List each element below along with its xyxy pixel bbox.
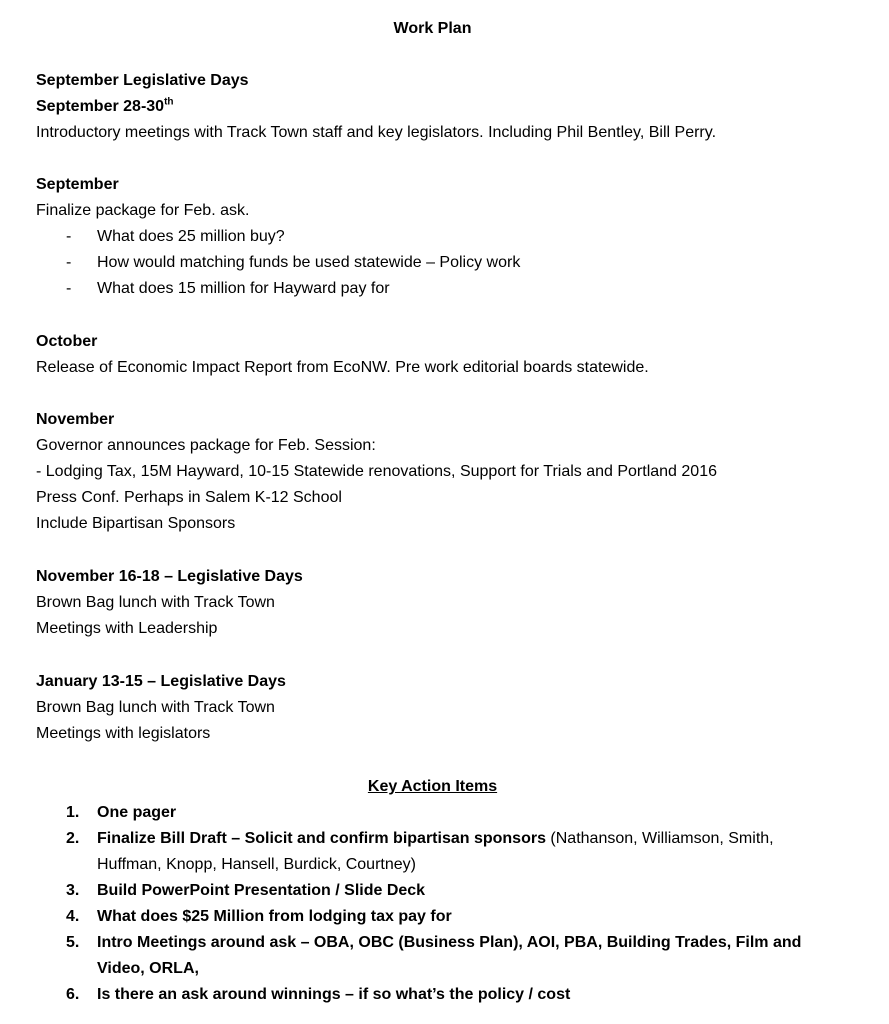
section-september xyxy=(36,172,856,302)
item-bold-text: What does $25 Million from lodging tax pay for xyxy=(97,908,452,925)
section-september-legislative-days xyxy=(36,68,856,146)
section-january-legislative-days xyxy=(36,669,856,747)
ordinal-suffix: th xyxy=(164,96,174,108)
document-title: Work Plan xyxy=(393,20,472,37)
section-text: Press Conf. Perhaps in Salem K-12 School xyxy=(36,489,342,506)
section-november-legislative-days xyxy=(36,564,856,642)
section-heading: January 13-15 – Legislative Days xyxy=(36,673,286,690)
list-item xyxy=(36,276,856,302)
action-item xyxy=(36,904,816,930)
action-item xyxy=(36,826,816,878)
section-text: Finalize package for Feb. ask. xyxy=(36,202,250,219)
section-text: Governor announces package for Feb. Session: xyxy=(36,437,376,454)
key-action-items-title: Key Action Items xyxy=(367,778,498,795)
item-normal-text: (Nathanson, Williamson, Smith, Huffman, Knopp, Hansell, Burdick, Courtney) xyxy=(97,830,774,873)
action-item xyxy=(36,800,816,826)
section-text: - Lodging Tax, 15M Hayward, 10-15 Statewide renovations, Support for Trials and Portland 2016 xyxy=(36,463,717,480)
item-bold-text: Is there an ask around winnings – if so what’s the policy / cost xyxy=(97,986,571,1003)
section-text: Release of Economic Impact Report from EcoNW. Pre work editorial boards statewide. xyxy=(36,359,649,376)
section-text: Meetings with legislators xyxy=(36,725,211,742)
section-october xyxy=(36,329,856,381)
section-heading: September Legislative Days xyxy=(36,72,249,89)
list-item-text: What does 15 million for Hayward pay for xyxy=(97,280,390,297)
item-number: 4. xyxy=(66,908,80,925)
key-action-list xyxy=(36,800,816,1008)
list-item xyxy=(36,250,856,276)
section-heading: September xyxy=(36,176,119,193)
dash-marker: - xyxy=(66,280,72,297)
bullet-list xyxy=(36,224,856,302)
dates-text: September 28-30 xyxy=(36,98,165,115)
section-november xyxy=(36,407,856,537)
list-item xyxy=(36,224,856,250)
list-item-text: What does 25 million buy? xyxy=(97,228,285,245)
item-number: 2. xyxy=(66,830,80,847)
section-heading: October xyxy=(36,333,98,350)
section-text: Brown Bag lunch with Track Town xyxy=(36,699,275,716)
item-bold-text: One pager xyxy=(97,804,177,821)
section-text: Brown Bag lunch with Track Town xyxy=(36,594,275,611)
section-subheading-dates xyxy=(36,94,856,120)
section-heading: November 16-18 – Legislative Days xyxy=(36,568,303,585)
dash-marker: - xyxy=(66,254,72,271)
action-item xyxy=(36,982,816,1008)
action-item xyxy=(36,878,816,904)
item-bold-text: Build PowerPoint Presentation / Slide Deck xyxy=(97,882,426,899)
section-text: Introductory meetings with Track Town staff and key legislators. Including Phil Bentley, Bill Perry. xyxy=(36,124,717,141)
item-number: 6. xyxy=(66,986,80,1003)
item-bold-text: Finalize Bill Draft – Solicit and confirm bipartisan sponsors xyxy=(97,830,546,847)
section-heading: November xyxy=(36,411,115,428)
section-text: Meetings with Leadership xyxy=(36,620,218,637)
action-item xyxy=(36,930,816,982)
item-number: 5. xyxy=(66,934,80,951)
section-text: Include Bipartisan Sponsors xyxy=(36,515,236,532)
item-number: 1. xyxy=(66,804,80,821)
list-item-text: How would matching funds be used statewide – Policy work xyxy=(97,254,521,271)
dash-marker: - xyxy=(66,228,72,245)
item-number: 3. xyxy=(66,882,80,899)
item-bold-text: Intro Meetings around ask – OBA, OBC (Business Plan), AOI, PBA, Building Trades, Film and Video, ORLA, xyxy=(97,934,802,977)
